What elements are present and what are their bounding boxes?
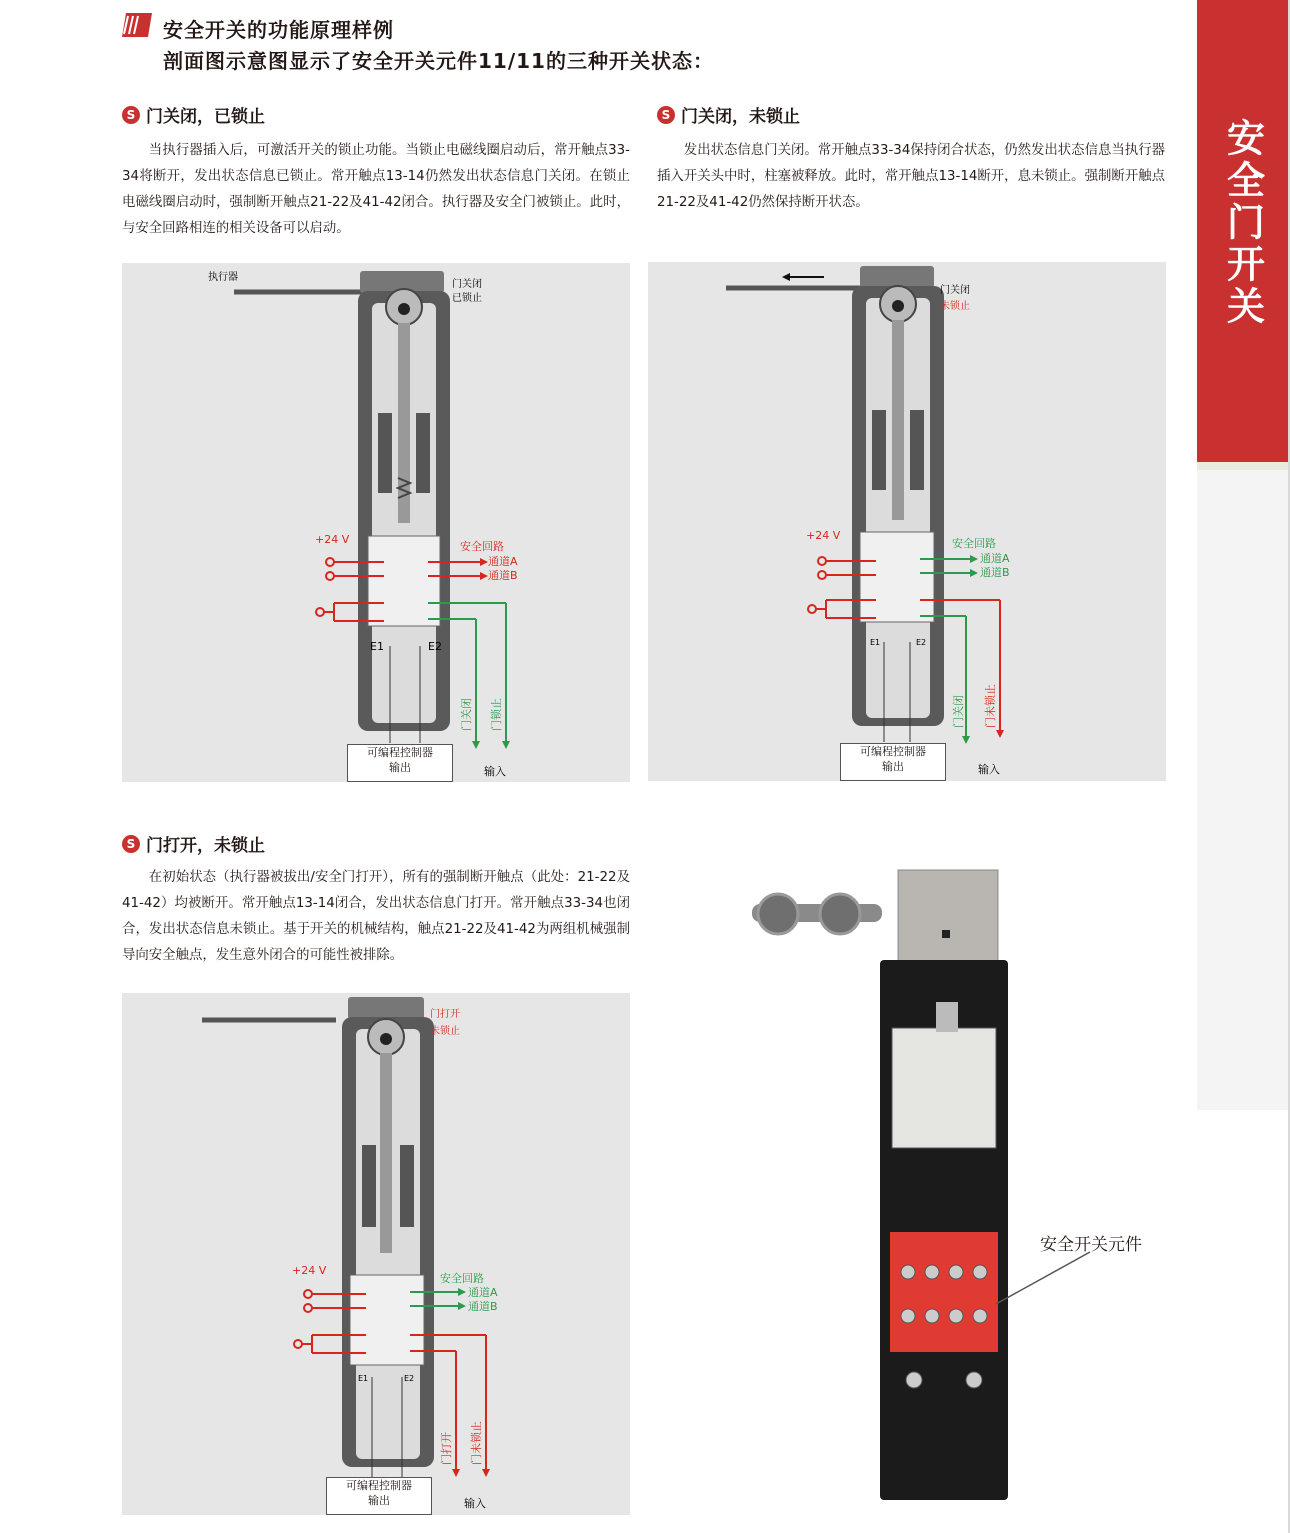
- section-badge-icon: S: [122, 106, 140, 124]
- side-tab-label: 安全门开关: [1220, 118, 1265, 328]
- door-unlocked-output-label: 门未锁止: [470, 1421, 483, 1465]
- plc-output-box: [840, 743, 946, 781]
- contact-block: [368, 536, 440, 626]
- e2-label: E2: [916, 638, 927, 647]
- brand-logo-icon: [122, 13, 152, 37]
- status-label-2: 未锁止: [430, 1026, 460, 1037]
- door-open-output-label: 门打开: [440, 1432, 453, 1465]
- switch-cross-section-diagram: [122, 263, 630, 782]
- diagram-panel-unlocked: [648, 262, 1166, 781]
- input-label: 输入: [978, 763, 1000, 776]
- input-label: 输入: [464, 1497, 486, 1510]
- e1-label: E1: [358, 1374, 369, 1383]
- photo-callout-label: 安全开关元件: [1040, 1235, 1142, 1255]
- circuit-label: 安全回路: [952, 537, 996, 550]
- page-subtitle: 剖面图示意图显示了安全开关元件11/11的三种开关状态：: [163, 49, 714, 73]
- section-heading-locked: [122, 102, 265, 127]
- status-label-1: 门关闭: [452, 279, 482, 290]
- voltage-label: +24 V: [292, 1264, 327, 1277]
- section-paragraph-open: 在初始状态（执行器被拔出/安全门打开），所有的强制断开触点（此处：21-22及41-42）均被断开。常开触点13-14闭合，发出状态信息门打开。常开触点33-34也闭合，发出状态信息未锁止。基于开关的机械结构，触点21-22及41-42为两组机械强制导向安全触点，发生意外闭合的可能性被排除。: [122, 870, 630, 963]
- contact-block: [860, 532, 934, 622]
- side-gray-bar: [1197, 470, 1288, 1110]
- side-tab: [1197, 0, 1289, 462]
- status-label-1: 门关闭: [940, 285, 970, 296]
- coil-left: [872, 410, 886, 490]
- e2-label: E2: [404, 1374, 415, 1383]
- status-label-1: 门打开: [430, 1009, 460, 1020]
- channel-a-label: 通道A: [468, 1286, 498, 1299]
- coil-right: [400, 1145, 414, 1227]
- side-tab-strip: [1197, 462, 1289, 470]
- voltage-label: +24 V: [315, 533, 350, 546]
- actuator-label: 执行器: [208, 272, 238, 283]
- coil-right: [910, 410, 924, 490]
- plc-output-box: [326, 1477, 432, 1515]
- circuit-label: 安全回路: [460, 540, 504, 553]
- plc-output-label: 输出: [882, 760, 904, 773]
- coil-right: [416, 413, 430, 493]
- voltage-label: +24 V: [806, 529, 841, 542]
- door-closed-output-label: 门关闭: [460, 698, 473, 731]
- roller-left-icon: [758, 894, 798, 934]
- door-locked-output-label: 门锁止: [490, 698, 503, 731]
- channel-a-label: 通道A: [980, 552, 1010, 565]
- plc-label: 可编程控制器: [346, 1479, 412, 1492]
- door-closed-output-label: 门关闭: [952, 695, 965, 728]
- section-heading-text: 门关闭，未锁止: [681, 107, 800, 127]
- section-paragraph-unlocked: 发出状态信息门关闭。常开触点33-34保持闭合状态，仍然发出状态信息当执行器插入开关头中时，柱塞被释放。此时，常开触点13-14断开，息未锁止。强制断开触点21-22及41-42仍然保持断开状态。: [657, 143, 1165, 210]
- status-label-2: 已锁止: [452, 293, 482, 304]
- channel-a-label: 通道A: [488, 555, 518, 568]
- section-paragraph-locked: 当执行器插入后，可激活开关的锁止功能。当锁止电磁线圈启动后，常开触点33-34将断开，发出状态信息已锁止。常开触点13-14仍然发出状态信息门关闭。在锁止电磁线圈启动时，强制断开触点21-22及41-42闭合。执行器及安全门被锁止。此时，与安全回路相连的相关设备可以启动。: [122, 143, 630, 236]
- safety-switch-photo: [750, 860, 1170, 1500]
- plc-output-label: 输出: [368, 1494, 390, 1507]
- section-badge-icon: S: [122, 835, 140, 853]
- plunger: [892, 320, 904, 520]
- channel-b-label: 通道B: [468, 1300, 498, 1313]
- diagram-panel-locked: [122, 263, 630, 782]
- plunger: [380, 1053, 392, 1253]
- coil-cylinder: [892, 1028, 996, 1148]
- callout-line: [996, 1252, 1090, 1304]
- plc-label: 可编程控制器: [860, 745, 926, 758]
- e2-label: E2: [428, 640, 442, 653]
- section-heading-open: [122, 831, 265, 856]
- status-label-2: 未锁止: [940, 301, 970, 312]
- page-title: 安全开关的功能原理样例: [163, 18, 394, 42]
- plc-output-box: [347, 744, 453, 782]
- switch-head: [348, 997, 424, 1019]
- coil-left: [362, 1145, 376, 1227]
- section-heading-text: 门关闭，已锁止: [146, 107, 265, 127]
- switch-cross-section-diagram: [122, 993, 630, 1515]
- contact-element: [890, 1232, 998, 1352]
- coil-left: [378, 413, 392, 493]
- e1-label: E1: [870, 638, 881, 647]
- plc-label: 可编程控制器: [367, 746, 433, 759]
- switch-head: [898, 870, 998, 970]
- diagram-panel-open: [122, 993, 630, 1515]
- section-heading-text: 门打开，未锁止: [146, 836, 265, 856]
- e1-label: E1: [370, 640, 384, 653]
- channel-b-label: 通道B: [980, 566, 1010, 579]
- section-heading-unlocked: [657, 102, 800, 127]
- section-badge-icon: S: [657, 106, 675, 124]
- circuit-label: 安全回路: [440, 1272, 484, 1285]
- input-label: 输入: [484, 765, 506, 778]
- door-unlocked-output-label: 门未锁止: [984, 684, 997, 728]
- switch-head: [860, 266, 934, 288]
- plc-output-label: 输出: [389, 761, 411, 774]
- channel-b-label: 通道B: [488, 569, 518, 582]
- roller-right-icon: [820, 894, 860, 934]
- switch-cross-section-diagram: [648, 262, 1166, 781]
